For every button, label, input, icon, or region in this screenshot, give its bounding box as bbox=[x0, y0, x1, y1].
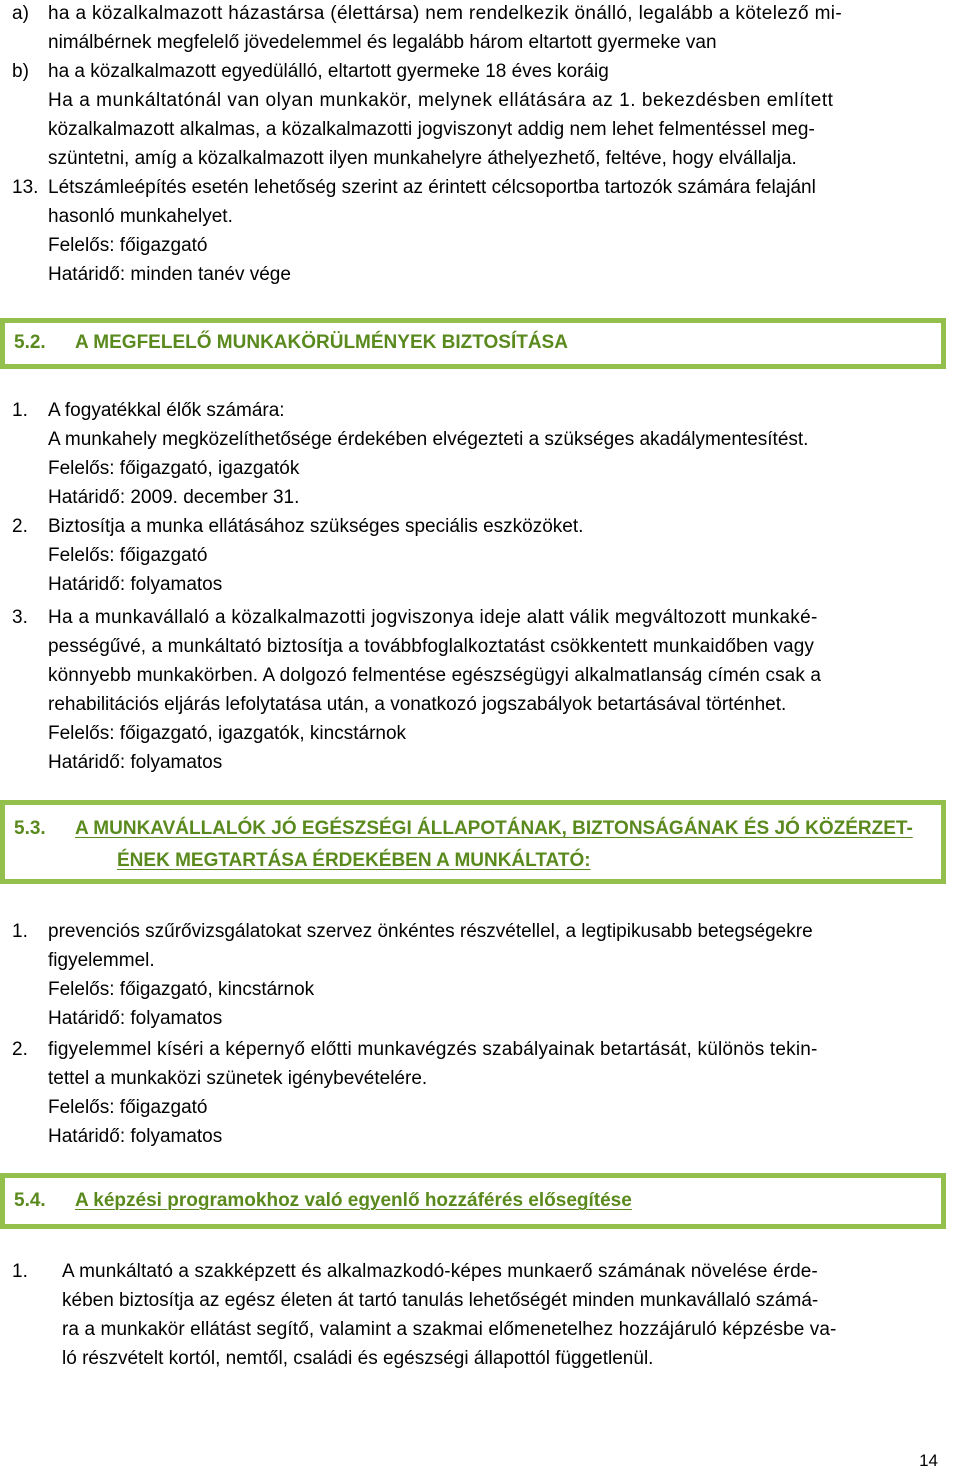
item-a-line-2: nimálbérnek megfelelő jövedelemmel és legalább három eltartott gyermeke van bbox=[48, 32, 717, 53]
item-1-marker: 1. bbox=[12, 1261, 28, 1282]
item-2-deadline: Határidő: folyamatos bbox=[48, 574, 223, 595]
section-heading-5-2 bbox=[0, 318, 946, 369]
item-13-responsible: Felelős: főigazgató bbox=[48, 235, 208, 256]
paragraph-line-3: szüntetni, amíg a közalkalmazott ilyen munkahelyre áthelyezhető, feltéve, hogy elvállalja. bbox=[48, 148, 797, 169]
item-3-marker: 3. bbox=[12, 607, 28, 628]
section-heading-5-4 bbox=[0, 1173, 946, 1229]
section-number: 5.2. bbox=[14, 332, 46, 353]
item-2-responsible: Felelős: főigazgató bbox=[48, 1097, 208, 1118]
item-1-deadline: Határidő: 2009. december 31. bbox=[48, 487, 300, 508]
item-3-responsible: Felelős: főigazgató, igazgatók, kincstárnok bbox=[48, 723, 407, 744]
item-1-line-4: ló részvételt kortól, nemtől, családi és egészségi állapottól függetlenül. bbox=[62, 1348, 654, 1369]
list-marker-b: b) bbox=[12, 61, 29, 82]
section-title: A képzési programokhoz való egyenlő hozzáférés elősegítése bbox=[75, 1190, 632, 1211]
item-2-marker: 2. bbox=[12, 516, 28, 537]
item-13-line-2: hasonló munkahelyet. bbox=[48, 206, 233, 227]
item-3-deadline: Határidő: folyamatos bbox=[48, 752, 223, 773]
item-1-responsible: Felelős: főigazgató, kincstárnok bbox=[48, 979, 315, 1000]
item-3-line-1: Ha a munkavállaló a közalkalmazotti jogviszonya ideje alatt válik megváltozott munkaké- bbox=[48, 607, 818, 628]
item-1-marker: 1. bbox=[12, 921, 28, 942]
item-2-deadline: Határidő: folyamatos bbox=[48, 1126, 223, 1147]
item-13-deadline: Határidő: minden tanév vége bbox=[48, 264, 291, 285]
item-2-line-1: Biztosítja a munka ellátásához szükséges speciális eszközöket. bbox=[48, 516, 584, 537]
item-1-line-2: figyelemmel. bbox=[48, 950, 155, 971]
item-1-line-1: A munkáltató a szakképzett és alkalmazkodó-képes munkaerő számának növelése érde- bbox=[62, 1261, 818, 1282]
page-number: 14 bbox=[919, 1451, 938, 1470]
section-number: 5.3. bbox=[14, 818, 46, 839]
item-3-line-4: rehabilitációs eljárás lefolytatása után, a vonatkozó jogszabályok betartásával történhet. bbox=[48, 694, 787, 715]
item-13-marker: 13. bbox=[12, 177, 39, 198]
item-13-line-1: Létszámleépítés esetén lehetőség szerint az érintett célcsoportba tartozók számára felajánl bbox=[48, 177, 816, 198]
section-number: 5.4. bbox=[14, 1190, 46, 1211]
item-2-marker: 2. bbox=[12, 1039, 28, 1060]
item-3-line-2: pességűvé, a munkáltató biztosítja a továbbfoglalkoztatást csökkentett munkaidőben vagy bbox=[48, 636, 814, 657]
list-marker-a: a) bbox=[12, 3, 29, 24]
item-2-responsible: Felelős: főigazgató bbox=[48, 545, 208, 566]
item-1-deadline: Határidő: folyamatos bbox=[48, 1008, 223, 1029]
item-3-line-3: könnyebb munkakörben. A dolgozó felmentése egészségügyi alkalmatlanság címén csak a bbox=[48, 665, 821, 686]
item-1-responsible: Felelős: főigazgató, igazgatók bbox=[48, 458, 300, 479]
item-2-line-1: figyelemmel kíséri a képernyő előtti munkavégzés szabályainak betartását, különös tekin- bbox=[48, 1039, 818, 1060]
section-title: A MEGFELELŐ MUNKAKÖRÜLMÉNYEK BIZTOSÍTÁSA bbox=[75, 332, 568, 353]
item-b-line-1: ha a közalkalmazott egyedülálló, eltartott gyermeke 18 éves koráig bbox=[48, 61, 609, 82]
item-1-line-2: kében biztosítja az egész életen át tartó tanulás lehetőségét minden munkavállaló számá- bbox=[62, 1290, 819, 1311]
item-1-line-1: A fogyatékkal élők számára: bbox=[48, 400, 285, 421]
item-2-line-2: tettel a munkaközi szünetek igénybevételére. bbox=[48, 1068, 428, 1089]
paragraph-line-1: Ha a munkáltatónál van olyan munkakör, melynek ellátására az 1. bekezdésben említett bbox=[48, 90, 834, 111]
item-1-line-3: ra a munkakör ellátást segítő, valamint a szakmai előmenetelhez hozzájáruló képzésbe va- bbox=[62, 1319, 837, 1340]
item-1-line-1: prevenciós szűrővizsgálatokat szervez önkéntes részvétellel, a legtipikusabb betegségekre bbox=[48, 921, 813, 942]
item-1-marker: 1. bbox=[12, 400, 28, 421]
item-a-line-1: ha a közalkalmazott házastársa (élettársa) nem rendelkezik önálló, legalább a kötelező mi- bbox=[48, 3, 843, 24]
paragraph-line-2: közalkalmazott alkalmas, a közalkalmazotti jogviszonyt addig nem lehet felmentéssel meg- bbox=[48, 119, 815, 140]
section-heading-5-3 bbox=[0, 800, 946, 884]
item-1-line-2: A munkahely megközelíthetősége érdekében elvégezteti a szükséges akadálymentesítést. bbox=[48, 429, 809, 450]
section-title-line-1: A MUNKAVÁLLALÓK JÓ EGÉSZSÉGI ÁLLAPOTÁNAK, BIZTONSÁGÁNAK ÉS JÓ KÖZÉRZET- bbox=[75, 818, 913, 839]
section-title-line-2: ÉNEK MEGTARTÁSA ÉRDEKÉBEN A MUNKÁLTATÓ: bbox=[117, 850, 591, 871]
